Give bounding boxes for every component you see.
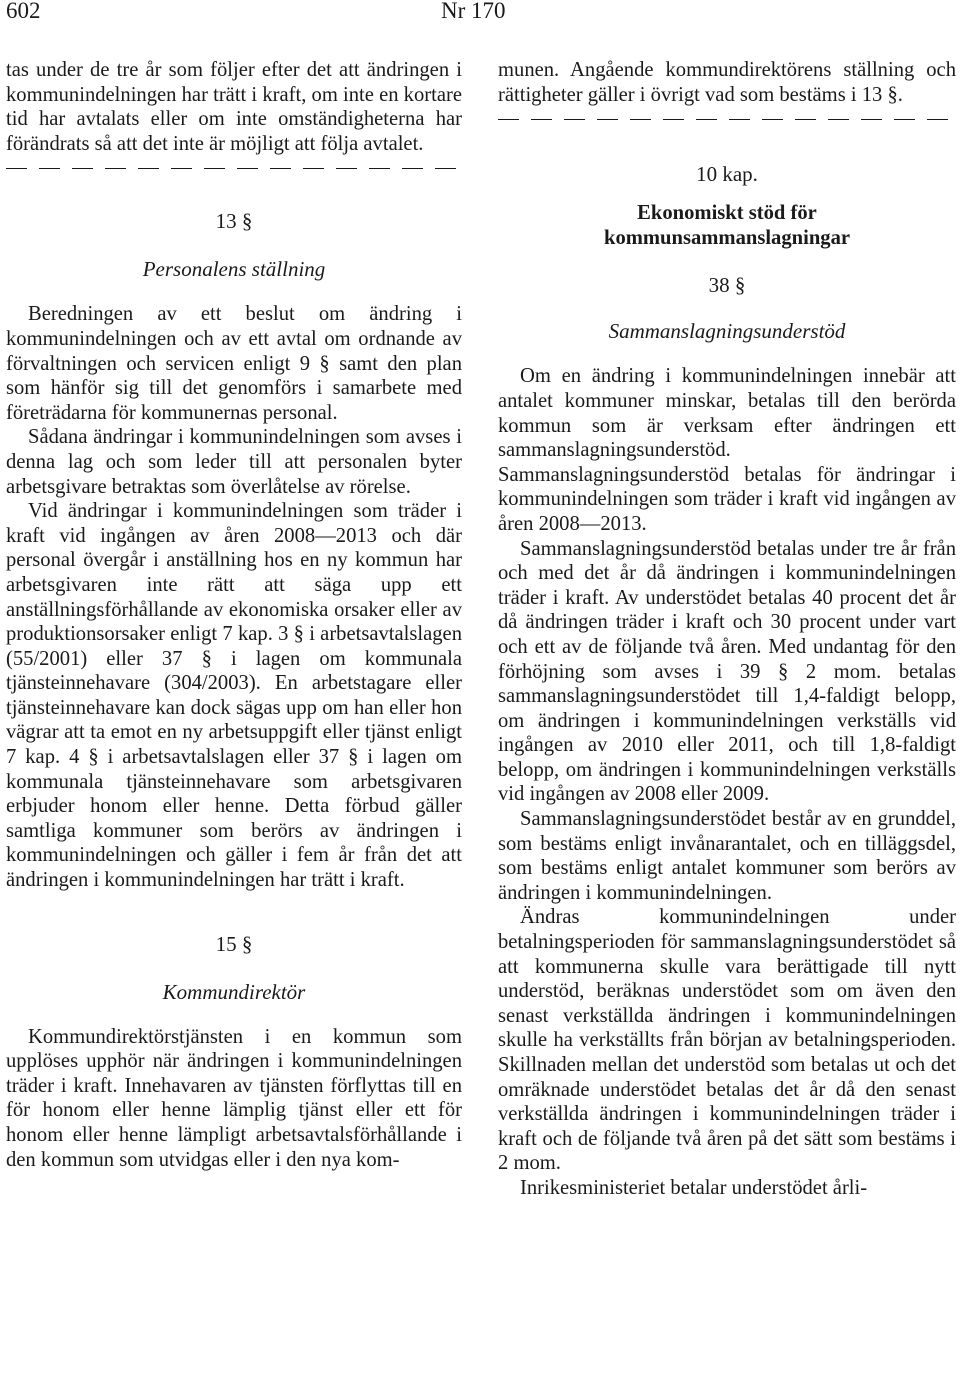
continuation-paragraph: munen. Angående kommundirektörens ställning och rättigheter gäller i övrigt vad som bestäms i 13 §. [498,59,956,106]
section-38-paragraph-5: Inrikesministeriet betalar understödet årli- [520,1176,868,1199]
intro-paragraph: tas under de tre år som följer efter det att ändringen i kommunindelningen har trätt i kraft, om inte en kortare tid har avtalats eller om inte omständigheterna har förändrats så att det inte är möjligt att följa avtalet. [6,59,462,155]
section-13-paragraph-2: Sådana ändringar i kommunindelningen som avses i denna lag och som leder till att personalen byter arbetsgivare betraktas som överlåtelse av rörelse. [6,426,462,498]
section-38-paragraph-4: Ändras kommunindelningen under betalningsperioden för sammanslagningsunderstödet så att kommunerna skulle vara berättigade till nytt understöd, beräknas understödet som om även den senast verkställda ändringen i kommunindelningen skulle ha verkställts från början av betalningsperioden. Skillnaden mellan det understöd som betalas ut och det omräknade understödet betalas det år då den senast verkställda ändringen i kommunindelningen träder i kraft och de följande två åren på det sätt som bestäms i 2 mom. [498,906,956,1175]
section-38-number: 38 § [708,273,746,298]
section-13-paragraph-3: Vid ändringar i kommunindelningen som träder i kraft vid ingången av åren 2008—2013 och där personal övergår i anställning hos en ny kommun har arbetsgivaren inte rätt att säga upp ett anställningsförhållande av ekonomiska orsaker eller av produktionsorsaker enligt 7 kap. 3 § i arbetsavtalslagen (55/2001) eller 37 § i lagen om kommunala tjänsteinnehavare (304/2003). En arbetstagare eller tjänsteinnehavare kan dock sägas upp om han eller hon vägrar att ta emot en ny arbetsuppgift eller tjänst enligt 7 kap. 4 § i arbetsavtalslagen eller 37 § i lagen om kommunala tjänsteinnehavare som arbetsgivaren erbjuder honom eller henne. Detta förbud gäller samtliga kommuner som berörs av ändringen i kommunindelningen och gäller i fem år från det att ändringen i kommunindelningen har trätt i kraft. [6,500,462,892]
section-38-paragraph-2: Sammanslagningsunderstöd betalas under tre år från och med det år då ändringen i kommunindelningen träder i kraft. Av understödet betalas 40 procent det år då ändringen träder i kraft och 30 procent under vart och ett av de följande två åren. Med undantag för den förhöjning som avses i 39 § 2 mom. betalas sammanslagningsunderstödet till 1,4-faldigt belopp, om ändringen i kommunindelningen verkställs vid ingången av 2010 eller 2011, och till 1,8-faldigt belopp, om ändringen i kommunindelningen verkställs vid ingången av 2008 eller 2009. [498,537,956,806]
section-38-paragraph-3: Sammanslagningsunderstödet består av en grunddel, som bestäms enligt invånarantalet, och en tilläggsdel, som bestäms enligt antalet kommuner som berörs av ändringen i kommunindelningen. [498,808,956,904]
chapter-number: 10 kap. [696,162,758,187]
section-13-number: 13 § [215,209,253,234]
section-38-paragraph-1: Om en ändring i kommunindelningen innebär att antalet kommuner minskar, betalas till den berörda kommun som är verksam efter ändringen ett sammanslagningsunderstöd. Sammanslagningsunderstöd betalas för ändringar i kommunindelningen som träder i kraft vid ingången av åren 2008—2013. [498,365,956,535]
document-number: Nr 170 [441,0,506,23]
section-13-title: Personalens ställning [142,257,326,282]
section-38-title: Sammanslagningsunderstöd [608,319,846,344]
chapter-title: Ekonomiskt stöd för kommunsammanslagningar [603,202,851,249]
left-column [6,58,462,1172]
right-column [498,58,956,1201]
section-13-paragraph-1: Beredningen av ett beslut om ändring i kommunindelningen och av ett avtal om ordnande av förvaltningen och servicen enligt 9 § samt den plan som hänför sig till det genomförs i samarbete med företrädarna för kommunernas personal. [6,303,462,424]
dashed-separator [498,115,956,125]
section-15-paragraph-1: Kommundirektörstjänsten i en kommun som upplöses upphör när ändringen i kommunindelningen träder i kraft. Innehavaren av tjänsten förflyttas till en för honom eller henne lämplig tjänst eller ett för honom eller henne lämpligt arbetsavtalsförhållande i den kommun som utvidgas eller i den nya kom- [6,1025,462,1171]
section-15-number: 15 § [215,931,253,956]
section-15-title: Kommundirektör [162,979,306,1004]
dashed-separator [6,164,462,174]
page-header [0,0,960,26]
page-number: 602 [6,0,41,23]
